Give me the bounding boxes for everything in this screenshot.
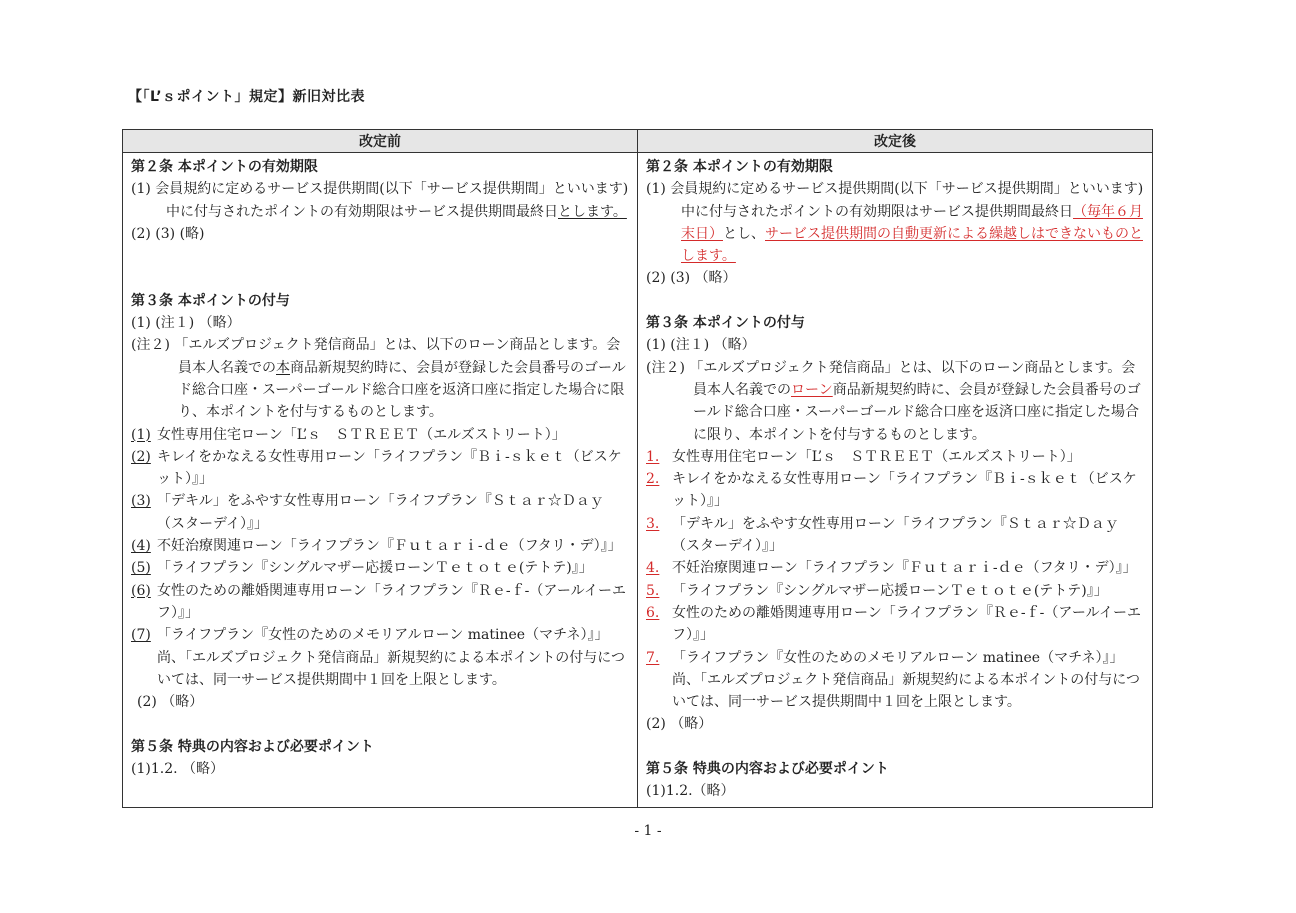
- after-article5-para1: (1)1.2.（略）: [646, 783, 735, 800]
- para-text: 会員規約に定めるサービス提供期間(以下「サービス提供期間」といいます)中に付与されたポイントの有効期限はサービス提供期間最終日: [670, 181, 1144, 220]
- para-text-mid: とし、: [723, 225, 765, 242]
- after-article2-rest: (2) (3) （略）: [646, 270, 737, 287]
- para-text: 会員規約に定めるサービス提供期間(以下「サービス提供期間」といいます)中に付与されたポイントの有効期限はサービス提供期間最終日: [155, 181, 629, 220]
- after-list-item: [646, 602, 1146, 647]
- after-article5-title: 第５条 特典の内容および必要ポイント: [646, 761, 889, 778]
- after-article2-para1: [646, 178, 1146, 267]
- item-text: 「ライフプラン『女性のためのメモリアルローン matinee（マチネ）』」: [672, 649, 1124, 666]
- item-text: 「ライフプラン『女性のためのメモリアルローン matinee（マチネ）』」: [157, 627, 609, 644]
- comparison-table: [122, 129, 1153, 808]
- after-column: [638, 153, 1153, 808]
- before-article2-para1: [131, 178, 631, 223]
- changed-text: とします。: [558, 203, 627, 220]
- document-title: 【「L’ｓポイント」規定】新旧対比表: [128, 89, 366, 105]
- item-text: 女性のための離婚関連専用ローン「ライフプラン『Ｒｅ-ｆ-（アールイーエフ）』」: [157, 582, 626, 621]
- item-text: 「デキル」をふやす女性専用ローン「ライフプラン『Ｓｔａｒ☆Ｄａｙ（スターデイ）』」: [672, 515, 1119, 555]
- after-note1: (1) (注１) （略）: [646, 337, 756, 354]
- item-text: 不妊治療関連ローン「ライフプラン『Ｆｕｔａｒｉ-ｄｅ（フタリ・デ）』」: [672, 560, 1137, 577]
- item-number: (4): [131, 538, 151, 555]
- note2-text-cont: 商品新規契約時に、会員が登録した会員番号のゴールド総合口座・スーパーゴールド総合口座を返済口座に指定した場合に限り、本ポイントを付与するものとします。: [693, 381, 1141, 443]
- item-number: 1.: [646, 448, 660, 465]
- item-number: 7.: [646, 649, 660, 666]
- before-list-item: [131, 446, 631, 491]
- changed-text: 本: [276, 359, 290, 376]
- after-list-item: [646, 446, 1146, 468]
- before-list-item: [131, 580, 631, 625]
- item-text: 「ライフプラン『シングルマザー応援ローンＴｅｔｏｔｅ(テトテ)』」: [157, 560, 593, 577]
- page-number: - 1 -: [634, 823, 662, 839]
- after-note2: [646, 357, 1146, 446]
- after-article3-para2: (2) （略）: [646, 716, 713, 733]
- before-limit-note: 尚、「エルズプロジェクト発信商品」新規契約による本ポイントの付与については、同一サービス提供期間中１回を上限とします。: [157, 649, 626, 688]
- item-number: 4.: [646, 560, 660, 577]
- item-number: (6): [131, 582, 151, 599]
- before-list-item: [131, 557, 631, 579]
- before-article3-title: 第３条 本ポイントの付与: [131, 292, 290, 309]
- item-text: 女性専用住宅ローン「L’ｓ ＳＴＲＥＥＴ（エルズストリート）」: [157, 426, 566, 443]
- note2-text: (注２) 「エルズプロジェクト発信商品」とは、以下のローン商品とします。会員本人名義での: [646, 359, 1136, 398]
- added-text: サービス提供期間の自動更新による繰越しはできないものとします。: [681, 225, 1143, 265]
- after-list-item: [646, 647, 1146, 669]
- before-list-item: [131, 624, 631, 646]
- item-number: (3): [131, 493, 151, 510]
- item-number: 2.: [646, 471, 660, 488]
- item-text: 女性専用住宅ローン「L’ｓ ＳＴＲＥＥＴ（エルズストリート）」: [672, 448, 1081, 465]
- item-number: 5.: [646, 582, 660, 599]
- after-article2-title: 第２条 本ポイントの有効期限: [646, 159, 833, 175]
- before-article5-title: 第５条 特典の内容および必要ポイント: [131, 738, 374, 755]
- item-number: 6.: [646, 604, 660, 621]
- item-text: キレイをかなえる女性専用ローン「ライフプラン『Ｂｉ-ｓｋｅｔ（ビスケット）』」: [672, 471, 1137, 510]
- after-list-item: [646, 557, 1146, 579]
- item-number: (5): [131, 560, 151, 577]
- before-article5-para1: (1)1.2. （略）: [131, 761, 224, 778]
- para-number: (1): [131, 181, 156, 198]
- after-article3-title: 第３条 本ポイントの付与: [646, 315, 805, 332]
- para-number: (1): [646, 181, 671, 198]
- after-limit-note: 尚、「エルズプロジェクト発信商品」新規契約による本ポイントの付与については、同一サービス提供期間中１回を上限とします。: [672, 671, 1141, 711]
- item-number: (1): [131, 426, 151, 443]
- before-note2: [131, 334, 631, 423]
- header-before: 改定前: [123, 130, 638, 153]
- item-number: (2): [131, 448, 151, 465]
- item-text: 女性のための離婚関連専用ローン「ライフプラン『Ｒｅ-ｆ-（アールイーエフ）』」: [672, 604, 1141, 644]
- item-number: (7): [131, 627, 151, 644]
- item-text: 「ライフプラン『シングルマザー応援ローンＴｅｔｏｔｅ(テトテ)』」: [672, 582, 1108, 599]
- before-article3-para2: (2) （略）: [137, 694, 204, 711]
- added-text: （毎年６月末日）: [681, 203, 1143, 242]
- note2-text-cont: 商品新規契約時に、会員が登録した会員番号のゴールド総合口座・スーパーゴールド総合口座を返済口座に指定した場合に限り、本ポイントを付与するものとします。: [178, 359, 626, 421]
- before-note1: (1) (注１) （略）: [131, 315, 241, 332]
- after-list-item: [646, 468, 1146, 513]
- before-article2-rest: (2) (3) (略): [131, 225, 205, 242]
- before-list-item: [131, 490, 631, 535]
- item-text: 「デキル」をふやす女性専用ローン「ライフプラン『Ｓｔａｒ☆Ｄａｙ（スターデイ）』」: [157, 493, 604, 532]
- item-text: キレイをかなえる女性専用ローン「ライフプラン『Ｂｉ-ｓｋｅｔ（ビスケット）』」: [157, 448, 622, 488]
- item-text: 不妊治療関連ローン「ライフプラン『Ｆｕｔａｒｉ-ｄｅ（フタリ・デ）』」: [157, 538, 622, 555]
- after-list-item: [646, 513, 1146, 558]
- note2-text: (注２) 「エルズプロジェクト発信商品」とは、以下のローン商品とします。会員本人名義での: [131, 337, 621, 376]
- before-article2-title: 第２条 本ポイントの有効期限: [131, 159, 318, 175]
- before-list-item: [131, 424, 631, 446]
- before-list-item: [131, 535, 631, 557]
- header-after: 改定後: [638, 130, 1153, 153]
- added-text: ローン: [791, 381, 833, 398]
- item-number: 3.: [646, 515, 660, 532]
- before-column: [123, 153, 638, 808]
- after-list-item: [646, 580, 1146, 602]
